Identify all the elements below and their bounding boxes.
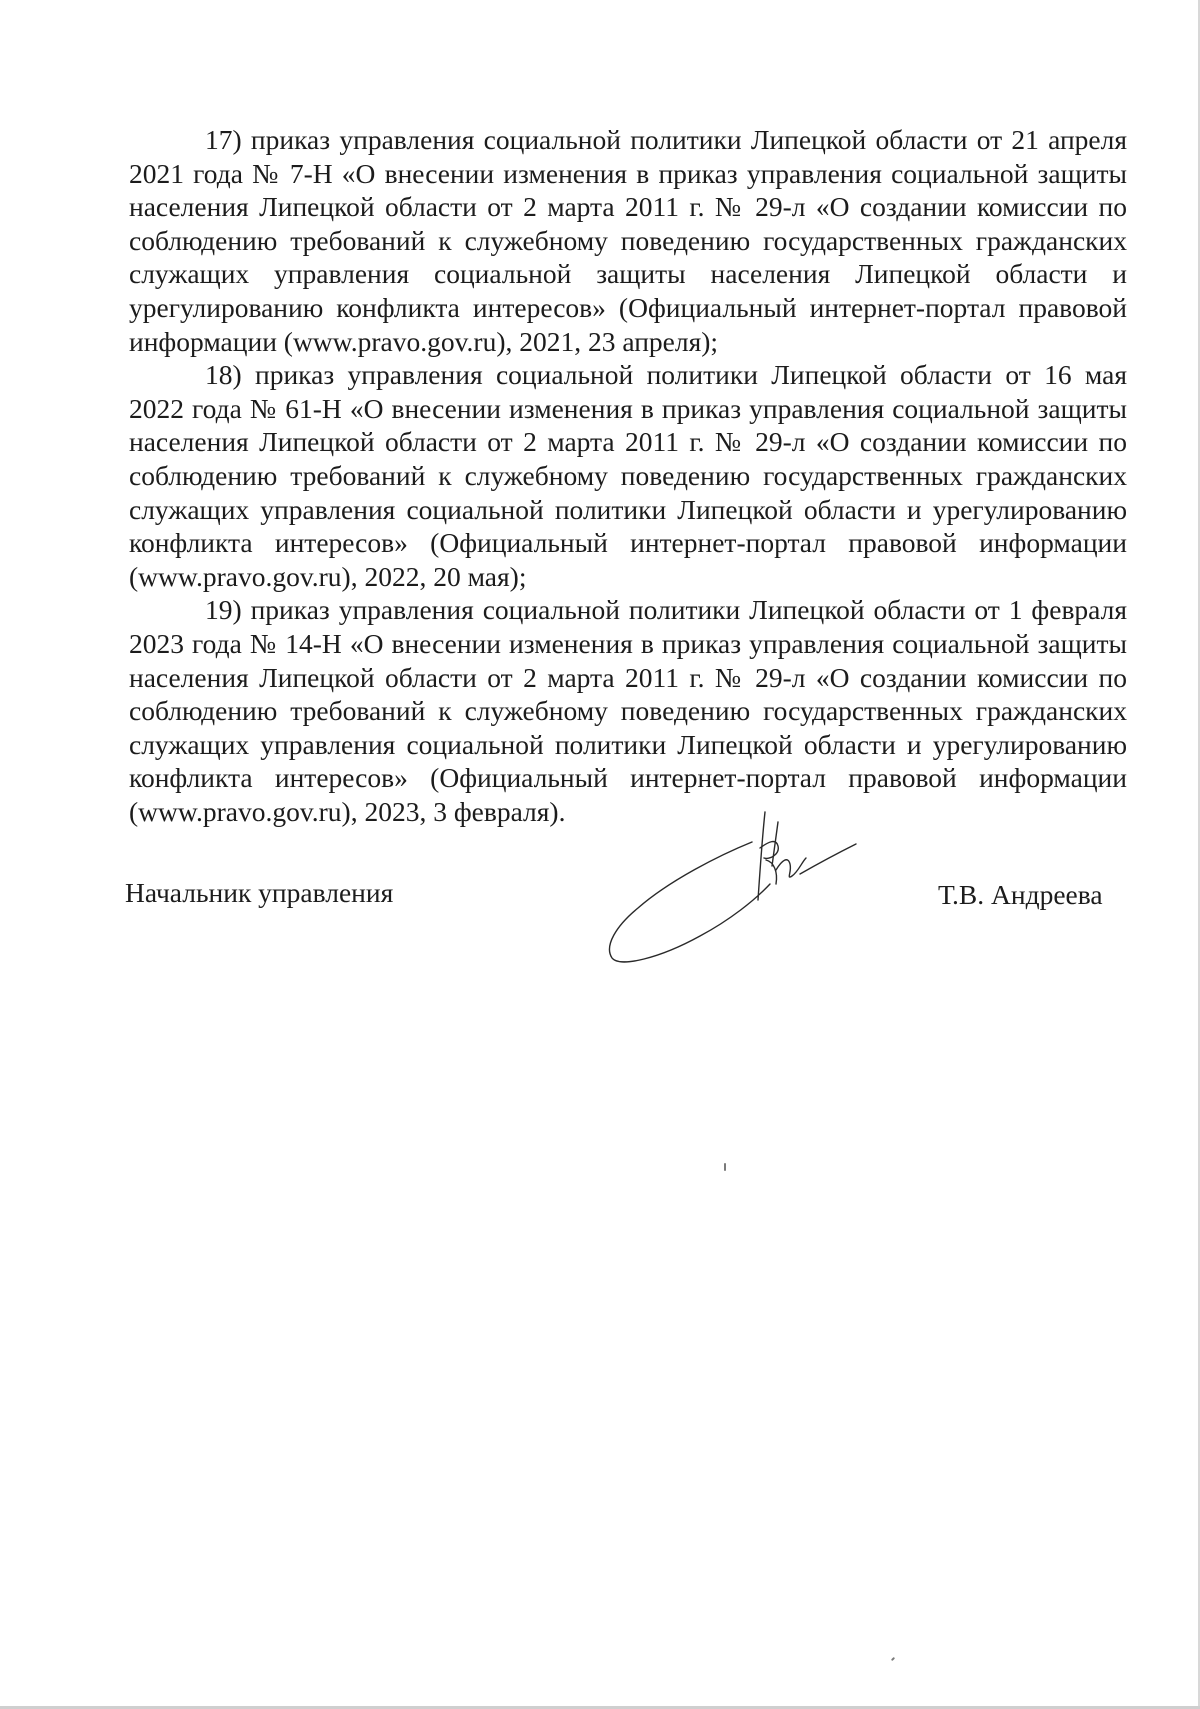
paragraph-item-17: 17) приказ управления социальной политики Липецкой области от 21 апреля 2021 года № 7-Н «О внесении изменения в приказ управления социальной защиты населения Липецкой области от 2 марта 2011 г. № 29-л «О создании комиссии по соблюдению требований к служебному поведению государственных гражданских служащих управления социальной защиты населения Липецкой области и урегулированию конфликта интересов» (Официальный интернет-портал правовой информации (www.pravo.gov.ru), 2021, 23 апреля);	[129, 124, 1127, 357]
paragraph-item-18: 18) приказ управления социальной политики Липецкой области от 16 мая 2022 года № 61-Н «О внесении изменения в приказ управления социальной защиты населения Липецкой области от 2 марта 2011 г. № 29-л «О создании комиссии по соблюдению требований к служебному поведению государственных гражданских служащих управления социальной политики Липецкой области и урегулированию конфликта интересов» (Официальный интернет-портал правовой информации (www.pravo.gov.ru), 2022, 20 мая);	[129, 359, 1127, 592]
document-body	[129, 123, 1127, 828]
paragraph-item-19: 19) приказ управления социальной политики Липецкой области от 1 февраля 2023 года № 14-Н «О внесении изменения в приказ управления социальной защиты населения Липецкой области от 2 марта 2011 г. № 29-л «О создании комиссии по соблюдению требований к служебному поведению государственных гражданских служащих управления социальной политики Липецкой области и урегулированию конфликта интересов» (Официальный интернет-портал правовой информации (www.pravo.gov.ru), 2023, 3 февраля).	[129, 594, 1127, 827]
signatory-name: Т.В. Андреева	[938, 879, 1103, 910]
scan-speck	[724, 1163, 726, 1171]
scan-speck	[891, 1657, 895, 1661]
handwritten-signature	[600, 800, 870, 975]
signatory-title: Начальник управления	[125, 877, 394, 908]
